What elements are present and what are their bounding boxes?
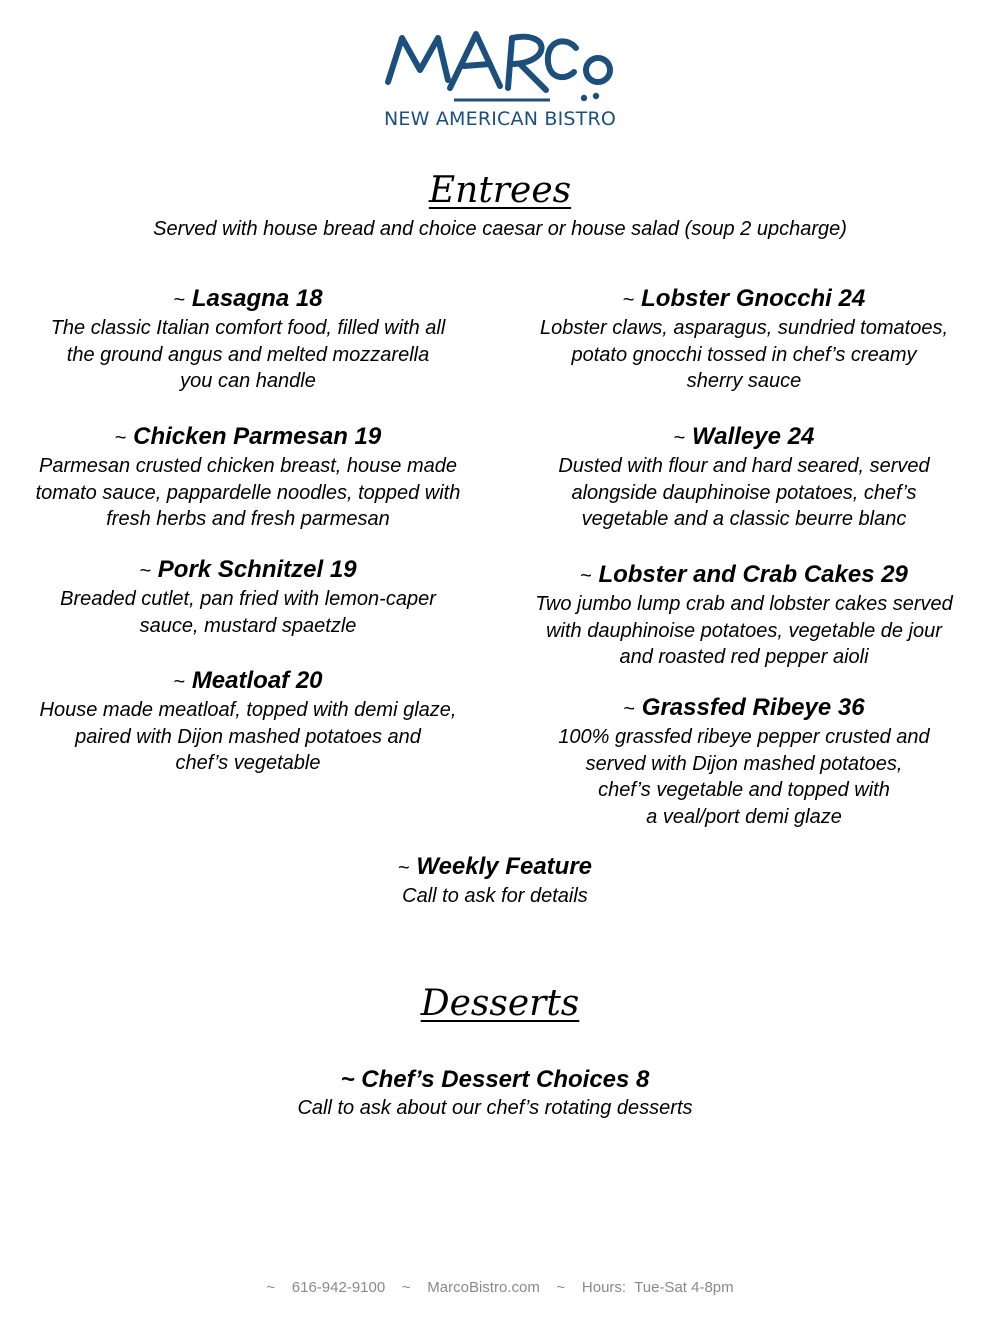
item-name bbox=[496, 693, 992, 724]
description-line: tomato sauce, pappardelle noodles, topped with bbox=[35, 481, 461, 504]
item-name bbox=[496, 422, 992, 453]
desserts-heading: Desserts bbox=[420, 983, 580, 1024]
description-line: Parmesan crusted chicken breast, house made bbox=[39, 455, 457, 477]
footer-contact-info: ~ 616-942-9100 ~ MarcoBistro.com ~ Hours: Tue-Sat 4-8pm bbox=[266, 1279, 734, 1296]
item-title: Pork Schnitzel 19 bbox=[157, 556, 357, 583]
item-description bbox=[0, 883, 990, 910]
item-description bbox=[0, 1095, 990, 1122]
description-line: paired with Dijon mashed potatoes and bbox=[75, 725, 421, 748]
item-title: Grassfed Ribeye 36 bbox=[641, 694, 865, 721]
item-title: Meatloaf 20 bbox=[191, 667, 323, 694]
description-line: House made meatloaf, topped with demi glaze, bbox=[39, 699, 457, 721]
description-line: Call to ask for details bbox=[402, 885, 588, 907]
tilde-bullet: ~ bbox=[173, 671, 186, 693]
description-line: Breaded cutlet, pan fried with lemon-caper bbox=[60, 588, 436, 610]
tilde-bullet: ~ bbox=[114, 427, 127, 449]
menu-item-lobster-crab-cakes bbox=[496, 560, 992, 671]
item-title: Lobster Gnocchi 24 bbox=[641, 285, 866, 312]
entrees-heading: Entrees bbox=[428, 170, 572, 211]
description-line: alongside dauphinoise potatoes, chef’s bbox=[571, 481, 917, 504]
menu-item-meatloaf bbox=[0, 666, 496, 777]
description-line: 100% grassfed ribeye pepper crusted and bbox=[558, 726, 930, 748]
menu-item-grassfed-ribeye bbox=[496, 693, 992, 831]
item-name bbox=[0, 555, 496, 586]
tilde-bullet: ~ bbox=[398, 857, 410, 879]
item-description bbox=[496, 724, 992, 831]
item-title: Lobster and Crab Cakes 29 bbox=[598, 561, 908, 588]
item-name bbox=[496, 284, 992, 315]
item-description bbox=[0, 586, 496, 639]
description-line: chef’s vegetable bbox=[175, 752, 321, 775]
item-title: ~ Chef’s Dessert Choices 8 bbox=[340, 1066, 650, 1093]
description-line: sauce, mustard spaetzle bbox=[139, 614, 357, 637]
description-line: sherry sauce bbox=[686, 370, 802, 393]
description-line: the ground angus and melted mozzarella bbox=[66, 343, 430, 366]
description-line: and roasted red pepper aioli bbox=[619, 646, 869, 669]
item-description bbox=[496, 453, 992, 533]
item-title: Chicken Parmesan 19 bbox=[133, 423, 382, 450]
menu-item-lobster-gnocchi bbox=[496, 284, 992, 395]
menu-item-pork-schnitzel bbox=[0, 555, 496, 639]
item-description bbox=[496, 591, 992, 671]
entrees-subtitle: Served with house bread and choice caesar or house salad (soup 2 upcharge) bbox=[153, 218, 847, 240]
tilde-bullet: ~ bbox=[173, 289, 186, 311]
menu-item-walleye bbox=[496, 422, 992, 533]
item-title: Lasagna 18 bbox=[191, 285, 323, 312]
tilde-bullet: ~ bbox=[673, 427, 686, 449]
item-description bbox=[0, 453, 496, 533]
item-name bbox=[0, 852, 990, 883]
menu-item-chicken-parmesan bbox=[0, 422, 496, 533]
description-line: a veal/port demi glaze bbox=[646, 806, 842, 829]
description-line: served with Dijon mashed potatoes, bbox=[585, 752, 903, 775]
description-line: with dauphinoise potatoes, vegetable de jour bbox=[546, 619, 942, 642]
description-line: chef’s vegetable and topped with bbox=[598, 779, 890, 802]
marco-wordmark-graphic bbox=[380, 18, 620, 110]
description-line: vegetable and a classic beurre blanc bbox=[581, 508, 907, 531]
description-line: Dusted with flour and hard seared, served bbox=[558, 455, 930, 477]
description-line: you can handle bbox=[180, 370, 316, 393]
item-description bbox=[0, 315, 496, 395]
tilde-bullet: ~ bbox=[139, 560, 152, 582]
item-name bbox=[0, 284, 496, 315]
description-line: fresh herbs and fresh parmesan bbox=[106, 508, 390, 531]
item-name bbox=[0, 666, 496, 697]
tilde-bullet: ~ bbox=[623, 698, 636, 720]
menu-item-chefs-dessert bbox=[0, 1065, 990, 1122]
description-line: potato gnocchi tossed in chef’s creamy bbox=[571, 343, 917, 366]
tilde-bullet: ~ bbox=[622, 289, 635, 311]
description-line: Two jumbo lump crab and lobster cakes served bbox=[535, 593, 953, 615]
item-title: Walleye 24 bbox=[692, 423, 815, 450]
restaurant-logo bbox=[380, 18, 620, 136]
description-line: The classic Italian comfort food, filled with all bbox=[50, 317, 446, 339]
item-description bbox=[496, 315, 992, 395]
logo-tagline: NEW AMERICAN BISTRO bbox=[383, 108, 617, 130]
description-line: Call to ask about our chef’s rotating desserts bbox=[297, 1097, 693, 1119]
menu-item-lasagna bbox=[0, 284, 496, 395]
tilde-bullet: ~ bbox=[580, 565, 592, 587]
menu-item-weekly-feature bbox=[0, 852, 990, 910]
item-description bbox=[0, 697, 496, 777]
item-name bbox=[496, 560, 992, 591]
item-name bbox=[0, 422, 496, 453]
description-line: Lobster claws, asparagus, sundried tomatoes, bbox=[540, 317, 948, 339]
item-title: Weekly Feature bbox=[416, 853, 592, 880]
